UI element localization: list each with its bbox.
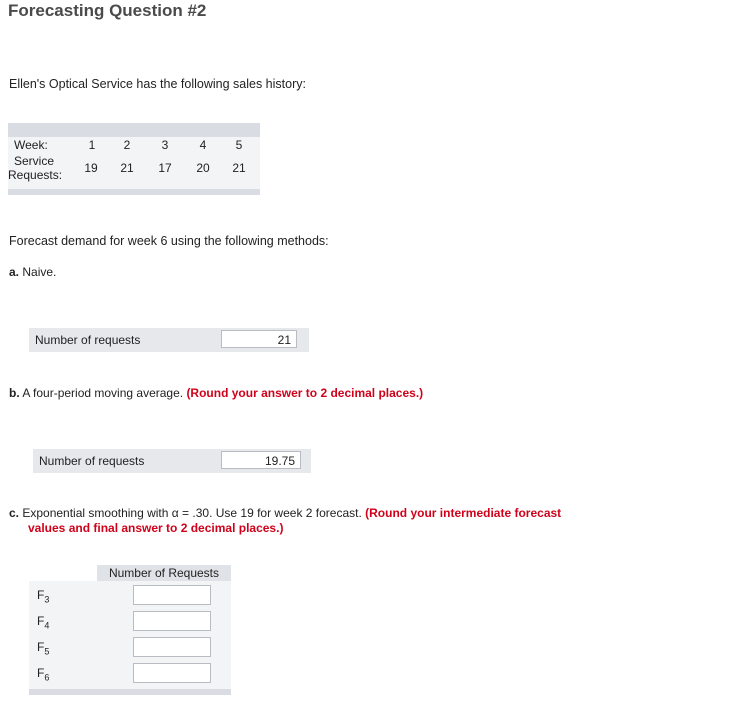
- part-b-letter: b.: [9, 386, 20, 400]
- forecast-row-f6: [29, 660, 231, 686]
- part-b-answer-input[interactable]: 19.75: [221, 451, 301, 469]
- request-cell: 20: [196, 161, 210, 175]
- forecast-f5-input[interactable]: [133, 637, 211, 657]
- part-c-text: Exponential smoothing with α = .30. Use 19 for week 2 forecast.: [19, 506, 366, 520]
- sales-history-table: [8, 123, 260, 195]
- forecast-f6-input[interactable]: [133, 663, 211, 683]
- exp-column-header: Number of Requests: [97, 565, 231, 581]
- request-cell: 17: [158, 161, 172, 175]
- request-cell: 19: [84, 161, 98, 175]
- part-a-question: [9, 265, 56, 279]
- part-b-instruction: (Round your answer to 2 decimal places.): [186, 386, 424, 400]
- exp-smoothing-table: [29, 565, 231, 695]
- part-c-question: [9, 506, 649, 536]
- week-cell: 4: [199, 138, 207, 152]
- part-a-answer-row: [29, 328, 309, 352]
- request-cell: 21: [232, 161, 246, 175]
- part-a-answer-input[interactable]: 21: [221, 330, 297, 348]
- forecast-row-f3: [29, 582, 231, 608]
- week-label: Week:: [14, 138, 48, 152]
- part-a-row-label: Number of requests: [35, 333, 141, 347]
- request-cell: 21: [120, 161, 134, 175]
- forecast-f3-input[interactable]: [133, 585, 211, 605]
- forecast-label: $F_5$: [37, 640, 50, 657]
- forecast-label: $F_4$: [37, 614, 50, 631]
- part-b-answer-row: [33, 449, 311, 473]
- part-a-text: Naive.: [19, 265, 57, 279]
- requests-label-line2: Requests:: [8, 168, 63, 182]
- part-b-text: A four-period moving average.: [19, 386, 187, 400]
- forecast-row-f5: [29, 634, 231, 660]
- part-c-instruction-line1: (Round your intermediate forecast: [365, 506, 562, 520]
- forecast-label: $F_6$: [37, 666, 50, 683]
- week-cell: 3: [161, 138, 169, 152]
- forecast-row-f4: [29, 608, 231, 634]
- week-cell: 5: [235, 138, 243, 152]
- week-cell: 1: [88, 138, 96, 152]
- page-title: Forecasting Question #2: [8, 1, 207, 20]
- prompt-text: Forecast demand for week 6 using the following methods:: [9, 234, 329, 248]
- part-b-question: [9, 386, 423, 400]
- week-cell: 2: [123, 138, 131, 152]
- requests-label-line1: Service: [13, 154, 54, 168]
- part-b-row-label: Number of requests: [39, 454, 145, 468]
- forecast-f4-input[interactable]: [133, 611, 211, 631]
- forecast-label: $F_3$: [37, 588, 50, 605]
- part-a-letter: a.: [9, 265, 20, 279]
- intro-text: Ellen's Optical Service has the following sales history:: [9, 77, 306, 91]
- part-c-letter: c.: [9, 506, 20, 520]
- part-c-instruction-line2: values and final answer to 2 decimal places.): [28, 521, 284, 535]
